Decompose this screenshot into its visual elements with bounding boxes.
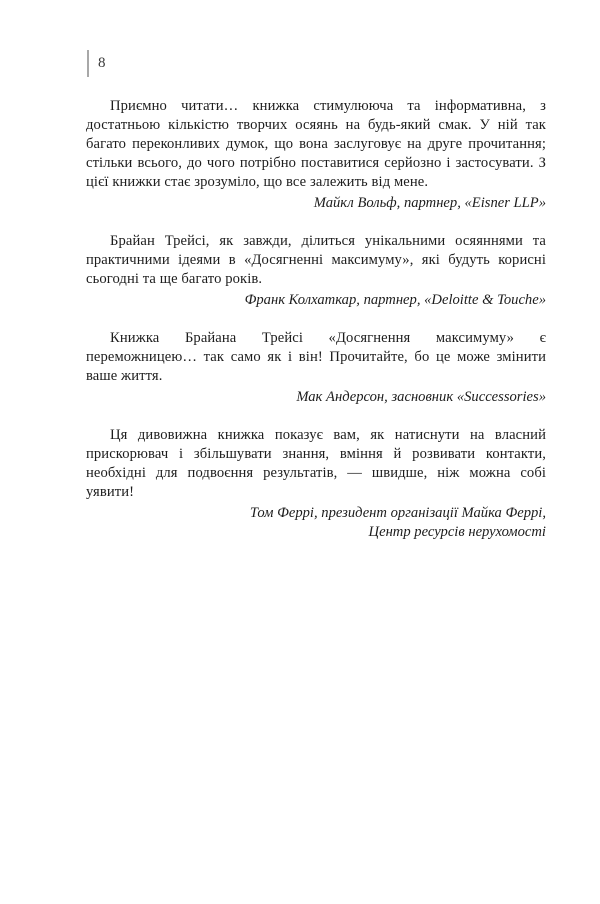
page-number-divider [87,50,89,77]
attribution-line: Центр ресурсів нерухомості [368,524,546,540]
testimonial-attribution [86,194,546,213]
testimonial-attribution [86,504,546,542]
attribution-line: Франк Колхаткар, партнер, «Deloitte & Touche» [244,292,546,308]
attribution-line: Майкл Вольф, партнер, «Eisner LLP» [313,195,546,211]
attribution-line: Том Феррі, президент організації Майка Феррі, [249,505,546,521]
attribution-line: Мак Андерсон, засновник «Successories» [296,389,546,405]
page-number: 8 [98,55,106,71]
testimonials-section [86,97,546,561]
testimonial-block-4 [86,426,546,542]
testimonial-block-3 [86,329,546,407]
testimonial-text: Приємно читати… книжка стимулююча та інформативна, з достатньою кількістю творчих осяянь на будь-який смак. У ній так багато переконливих думок, що вона заслуговує на друге прочитання; стільки всього, до чого потрібно поставитися серйозно і застосувати. З цієї книжки стає зрозуміло, що все залежить від мене. [86,98,546,190]
testimonial-block-2 [86,232,546,310]
testimonial-attribution [86,291,546,310]
testimonial-text: Брайан Трейсі, як завжди, ділиться унікальними осяяннями та практичними ідеями в «Досягненні максимуму», які будуть корисні сьогодні та ще багато років. [86,233,546,287]
testimonial-attribution [86,388,546,407]
page-header [87,50,106,77]
testimonial-block-1 [86,97,546,213]
testimonial-text: Ця дивовижна книжка показує вам, як натиснути на власний прискорювач і збільшувати знання, вміння й розвивати контакти, необхідні для подвоєння результатів, — швидше, ніж можна собі уявити! [86,427,546,500]
testimonial-text: Книжка Брайана Трейсі «Досягнення максимуму» є переможницею… так само як і він! Прочитайте, бо це може змінити ваше життя. [86,330,546,384]
